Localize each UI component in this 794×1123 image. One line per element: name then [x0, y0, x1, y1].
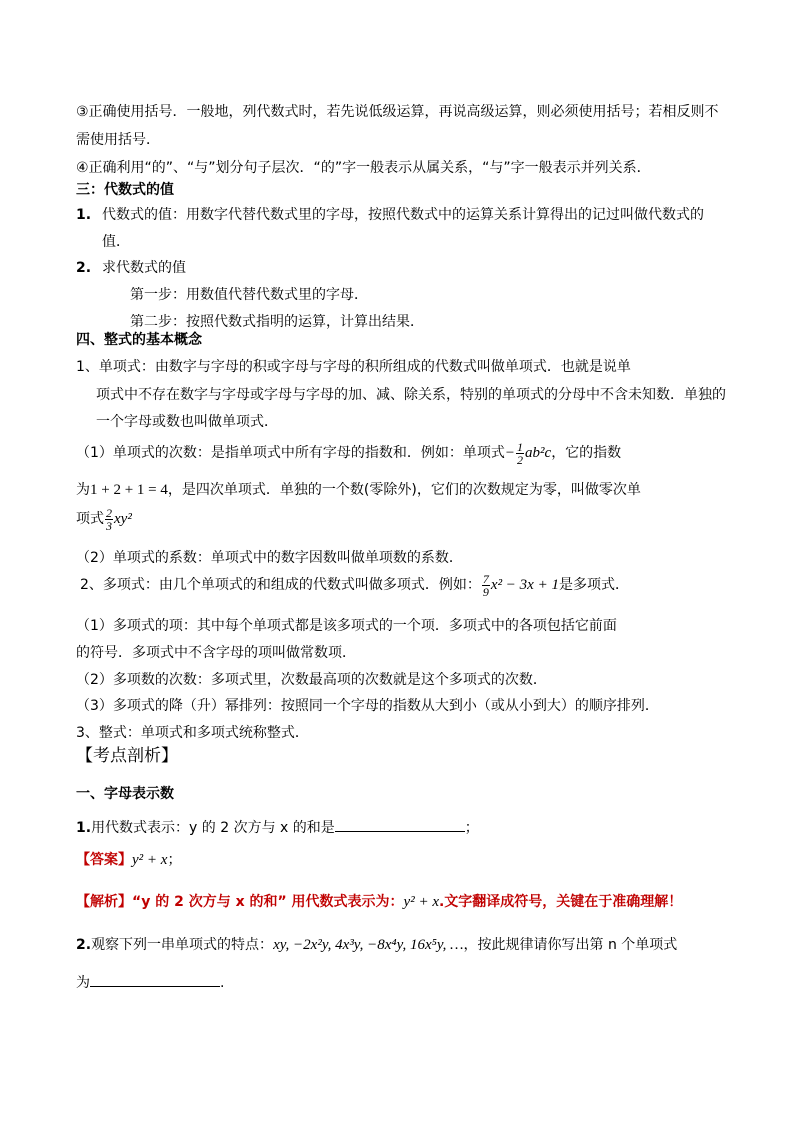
answer-label: 【答案】	[76, 852, 132, 868]
monomial-def-line1: 1、单项式：由数字与字母的积或字母与字母的积所组成的代数式叫做单项式．也就是说单	[76, 359, 631, 375]
question-2-post: ，按此规律请你写出第 n 个单项式	[463, 937, 678, 953]
degree-text-post: ，它的指数	[551, 445, 622, 461]
answer-end: ；	[167, 852, 182, 868]
note-parentheses-line2: 需使用括号．	[76, 132, 160, 148]
question-1-blank	[335, 817, 465, 832]
degree-fraction	[516, 441, 524, 466]
degree-sum-pre: 为	[76, 482, 90, 498]
note-parentheses-line1: ③正确使用括号．一般地，列代数式时，若先说低级运算，再说高级运算，则必须使用括号；若相反则不	[76, 104, 719, 120]
question-1-text: 用代数式表示：y 的 2 次方与 x 的和是	[91, 820, 335, 836]
section-3-title: 三：代数式的值	[76, 182, 174, 198]
monomial-def-line2: 项式中不存在数字与字母或字母与字母的加、减、除关系，特别的单项式的分母中不含未知数．单独的	[96, 387, 726, 403]
question-1	[76, 817, 479, 838]
question-2-line2-pre: 为	[76, 975, 90, 991]
question-1-end: ；	[464, 820, 479, 836]
degree-sum-post: ，是四次单项式．单独的一个数(零除外)，它们的次数规定为零，叫做零次单	[167, 482, 641, 498]
poly-fraction	[482, 573, 490, 598]
question-2-number: 2.	[76, 937, 92, 953]
item-2-text: 求代数式的值	[102, 260, 186, 276]
zero-degree-fraction-num: 2	[106, 505, 112, 520]
question-2-line2	[76, 972, 224, 993]
integral-expression: 3、整式：单项式和多项式统称整式．	[76, 725, 309, 741]
zero-degree-fraction	[105, 507, 113, 532]
answer-line	[76, 850, 181, 870]
explanation-post: .文字翻译成符号，关键在于准确理解！	[438, 894, 683, 910]
poly-post: 是多项式．	[558, 577, 629, 593]
analysis-heading: 【考点剖析】	[76, 746, 178, 766]
section-4-title: 四、整式的基本概念	[76, 332, 202, 348]
zero-degree-vars: xy²	[114, 511, 132, 527]
question-2-sequence: xy, −2x²y, 4x³y, −8x⁴y, 16x⁵y, …	[273, 937, 464, 953]
polynomial-def-line	[80, 572, 629, 598]
question-2-end: .	[220, 975, 225, 991]
explanation-label: 【解析】	[76, 894, 132, 910]
question-2-line1	[76, 935, 677, 955]
answer-expr: y² + x	[132, 852, 168, 868]
item-1-line1: 代数式的值：用数字代替代数式里的字母，按照代数式中的运算关系计算得出的记过叫做代数式的	[102, 207, 704, 223]
monomial-degree-line	[76, 440, 621, 466]
item-1-line2: 值．	[102, 234, 130, 250]
step-1: 第一步：用数值代替代数式里的字母．	[130, 287, 368, 303]
explanation-expr: y² + x	[403, 894, 439, 910]
poly-degree: （2）多项数的次数：多项式里，次数最高项的次数就是这个多项式的次数．	[76, 672, 547, 688]
zero-degree-pre: 项式	[76, 511, 104, 527]
degree-sign: −	[504, 445, 516, 461]
poly-fraction-den: 9	[482, 584, 489, 599]
degree-sum-expr: 1 + 2 + 1 = 4	[90, 482, 168, 498]
explanation-line	[76, 892, 682, 912]
poly-term-line2: 的符号．多项式中不含字母的项叫做常数项．	[76, 645, 356, 661]
poly-pre: 2、多项式：由几个单项式的和组成的代数式叫做多项式．例如：	[80, 577, 481, 593]
step-2: 第二步：按照代数式指明的运算，计算出结果．	[130, 314, 424, 330]
item-2-number: 2.	[76, 260, 92, 276]
monomial-coefficient: （2）单项式的系数：单项式中的数字因数叫做单项数的系数．	[76, 550, 463, 566]
part-1-title: 一、字母表示数	[76, 786, 174, 802]
zero-degree-fraction-den: 3	[106, 518, 112, 533]
monomial-def-line3: 一个字母或数也叫做单项式．	[96, 414, 278, 430]
degree-vars: ab²c	[525, 445, 552, 461]
question-2-pre: 观察下列一串单项式的特点：	[91, 937, 274, 953]
question-2-blank	[90, 972, 220, 987]
note-sentence-levels: ④正确利用“的”、“与”划分句子层次．“的”字一般表示从属关系，“与”字一般表示并列关系．	[76, 160, 651, 176]
degree-text-pre: （1）单项式的次数：是指单项式中所有字母的指数和．例如：单项式	[76, 445, 505, 461]
poly-fraction-num: 7	[482, 571, 489, 586]
poly-order: （3）多项式的降（升）幂排列：按照同一个字母的指数从大到小（或从小到大）的顺序排列．	[76, 698, 659, 714]
degree-fraction-den: 2	[517, 452, 524, 467]
degree-sum-line	[76, 480, 641, 500]
degree-fraction-num: 1	[517, 439, 524, 454]
poly-term-line1: （1）多项式的项：其中每个单项式都是该多项式的一个项．多项式中的各项包括它前面	[76, 618, 617, 634]
question-1-number: 1.	[76, 820, 92, 836]
zero-degree-line	[76, 506, 132, 532]
explanation-pre: “y 的 2 次方与 x 的和” 用代数式表示为：	[132, 894, 404, 910]
poly-expr: x² − 3x + 1	[490, 577, 559, 593]
item-1-number: 1.	[76, 207, 92, 223]
